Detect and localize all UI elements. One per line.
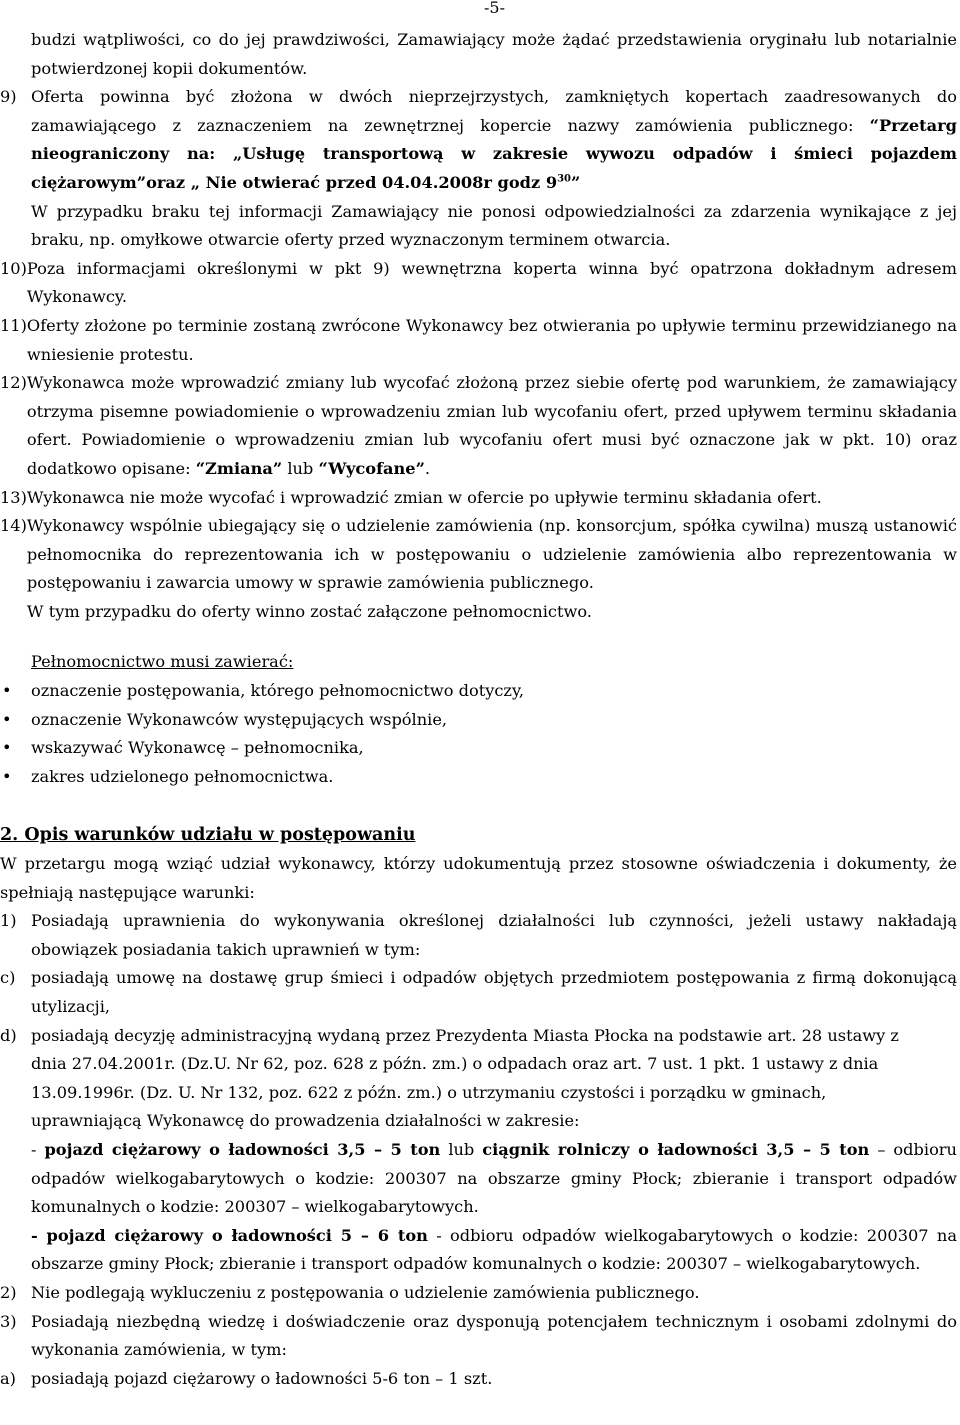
item-12-or: lub	[282, 458, 319, 478]
bullet-icon: •	[2, 738, 12, 758]
item-9-note: W przypadku braku tej informacji Zamawiający nie ponosi odpowiedzialności za zdarzenia wynikające z jej braku, np. omyłkowe otwarcie oferty przed wyznaczonym terminem otwarcia.	[31, 201, 957, 250]
list-item-14	[0, 512, 957, 626]
bullet-1-rest: – odbioru odpadów wielkogabarytowych o kodzie: 200307 na obszarze gminy Płock; zbieranie i transport odpadów komunalnych o kodzie: 200307 – wielkogabarytowych.	[31, 1139, 957, 1217]
condition-3	[0, 1308, 957, 1365]
bullet-icon: •	[2, 709, 12, 729]
item-label: 3)	[0, 1311, 17, 1331]
bullet-text: oznaczenie Wykonawców występujących wspólnie,	[31, 709, 448, 729]
item-label: 13)	[0, 487, 27, 507]
item-label: 10)	[0, 258, 27, 278]
power-bullets	[0, 677, 957, 791]
power-of-attorney-heading	[31, 648, 957, 677]
bullet-item	[0, 763, 957, 792]
list-item-12	[0, 369, 957, 483]
page-body	[0, 26, 958, 1393]
item-text	[31, 1022, 957, 1279]
list-item-10	[0, 255, 957, 312]
condition-d-text: posiadają decyzję administracyjną wydaną przez Prezydenta Miasta Płocka na podstawie art. 28 ustawy z dnia 27.04.2001r. (Dz.U. Nr 62, poz. 628 z późn. zm.) o odpadach oraz art. 7 ust. 1 pkt. 1 ustawy z dnia 13.09.1996r. (Dz. U. Nr 132, poz. 622 z późn. zm.) o utrzymaniu czystości i porządku w gminach, uprawniającą Wykonawcę do prowadzenia działalności w zakresie:	[31, 1025, 899, 1131]
item-label: d)	[0, 1025, 17, 1045]
condition-1	[0, 907, 957, 964]
item-9-time-sup: 30	[557, 173, 572, 185]
condition-d-bullet-2	[31, 1222, 957, 1279]
bullet-item	[0, 734, 957, 763]
item-9-text: Oferta powinna być złożona w dwóch nieprzejrzystych, zamkniętych kopertach zaadresowanych do zamawiającego z zaznaczeniem na zewnętrznej kopercie nazwy zamówienia publicznego:	[31, 87, 957, 135]
condition-a	[0, 1365, 957, 1394]
item-label: 9)	[0, 87, 17, 107]
item-text: Poza informacjami określonymi w pkt 9) wewnętrzna koperta winna być opatrzona dokładnym adresem Wykonawcy.	[26, 258, 957, 307]
item-text: Wykonawca nie może wycofać i wprowadzić zmian w ofercie po upływie terminu składania ofert.	[26, 487, 822, 507]
bullet-2-rest: - odbioru odpadów wielkogabarytowych o kodzie: 200307 na obszarze gminy Płock; zbieranie i transport odpadów komunalnych o kodzie: 200307 – wielkogabarytowych.	[31, 1225, 958, 1274]
item-label: 2)	[0, 1282, 17, 1302]
item-text	[27, 512, 957, 626]
item-label: 1)	[0, 911, 17, 931]
item-14-text: Wykonawcy wspólnie ubiegający się o udzielenie zamówienia (np. konsorcjum, spółka cywilna) muszą ustanowić pełnomocnika do reprezentowania ich w postępowaniu o udzielenie zamówienia albo reprezentowania w postępowaniu i zawarcia umowy w sprawie zamówienia publicznego.	[26, 516, 957, 593]
item-label: 11)	[0, 315, 27, 335]
item-text: posiadają pojazd ciężarowy o ładowności 5-6 ton – 1 szt.	[31, 1368, 493, 1388]
bullet-text: oznaczenie postępowania, którego pełnomocnictwo dotyczy,	[31, 681, 525, 701]
dash: -	[31, 1139, 45, 1159]
item-label: 12)	[0, 373, 27, 393]
section-2	[0, 821, 957, 1393]
list-item-13	[0, 484, 957, 513]
condition-d	[0, 1022, 957, 1279]
item-12-text: Wykonawca może wprowadzić zmiany lub wycofać złożoną przez siebie ofertę pod warunkiem, że zamawiający otrzyma pisemne powiadomienie o wprowadzeniu zmian lub wycofaniu ofert, przed upływem terminu składania ofert. Powiadomienie o wprowadzeniu zmian lub wycofaniu ofert musi być oznaczone jak w pkt. 10) oraz dodatkowo opisane:	[26, 373, 957, 478]
condition-2	[0, 1279, 957, 1308]
item-label: a)	[0, 1368, 16, 1388]
item-9-envelope-label: “Przetarg nieograniczony na: „Usługę transportową w zakresie wywozu odpadów i śmieci pojazdem ciężarowym”oraz „ Nie otwierać przed 04.04.2008r godz 9	[31, 115, 957, 192]
power-heading-text: Pełnomocnictwo musi zawierać:	[31, 652, 294, 672]
item-12-end: .	[424, 458, 431, 478]
section-2-title: 2. Opis warunków udziału w postępowaniu	[0, 825, 416, 846]
bullet-text: zakres udzielonego pełnomocnictwa.	[31, 766, 334, 786]
vehicle-tractor-3-5t: ciągnik rolniczy o ładowności 3,5 – 5 ton	[482, 1139, 870, 1159]
list-item-9	[0, 83, 957, 255]
item-label: 14)	[0, 516, 27, 536]
page-number: -5-	[484, 0, 505, 17]
vehicle-truck-5-6t: - pojazd ciężarowy o ładowności 5 – 6 ton	[31, 1225, 428, 1245]
item-text: Nie podlegają wykluczeniu z postępowania o udzielenie zamówienia publicznego.	[31, 1282, 700, 1302]
bullet-text: wskazywać Wykonawcę – pełnomocnika,	[31, 738, 364, 758]
item-text: Posiadają niezbędną wiedzę i doświadczenie oraz dysponują potencjałem technicznym i osobami zdolnymi do wykonania zamówienia, w tym:	[31, 1311, 957, 1360]
item-12-withdrawn-label: “Wycofane”	[318, 458, 425, 478]
item-text: Posiadają uprawnienia do wykonywania określonej działalności lub czynności, jeżeli ustawy nakładają obowiązek posiadania takich uprawnień w tym:	[31, 911, 957, 959]
condition-d-bullet-1	[31, 1136, 957, 1222]
bullet-icon: •	[2, 766, 12, 786]
item-text	[27, 369, 957, 483]
list-item-11	[0, 312, 957, 369]
bullet-item	[0, 677, 957, 706]
or-text: lub	[440, 1139, 483, 1159]
item-text: posiadają umowę na dostawę grup śmieci i odpadów objętych przedmiotem postępowania z firmą dokonującą utylizacji,	[31, 968, 957, 1016]
intro-paragraph: budzi wątpliwości, co do jej prawdziwości, Zamawiający może żądać przedstawienia oryginału lub notarialnie potwierdzonej kopii dokumentów.	[31, 30, 957, 78]
vehicle-truck-3-5t: pojazd ciężarowy o ładowności 3,5 – 5 ton	[44, 1139, 441, 1159]
bullet-item	[0, 706, 957, 735]
item-9-quote-end: ”	[571, 172, 581, 192]
bullet-icon: •	[2, 681, 12, 701]
item-label: c)	[0, 968, 16, 988]
item-14-text2: W tym przypadku do oferty winno zostać załączone pełnomocnictwo.	[26, 601, 592, 621]
item-12-change-label: “Zmiana”	[195, 458, 283, 478]
section-2-intro: W przetargu mogą wziąć udział wykonawcy, którzy udokumentują przez stosowne oświadczenia i dokumenty, że spełniają następujące warunki:	[0, 854, 957, 902]
item-text: Oferty złożone po terminie zostaną zwrócone Wykonawcy bez otwierania po upływie terminu przewidzianego na wniesienie protestu.	[26, 315, 957, 364]
item-text	[31, 83, 957, 255]
condition-c	[0, 964, 957, 1021]
